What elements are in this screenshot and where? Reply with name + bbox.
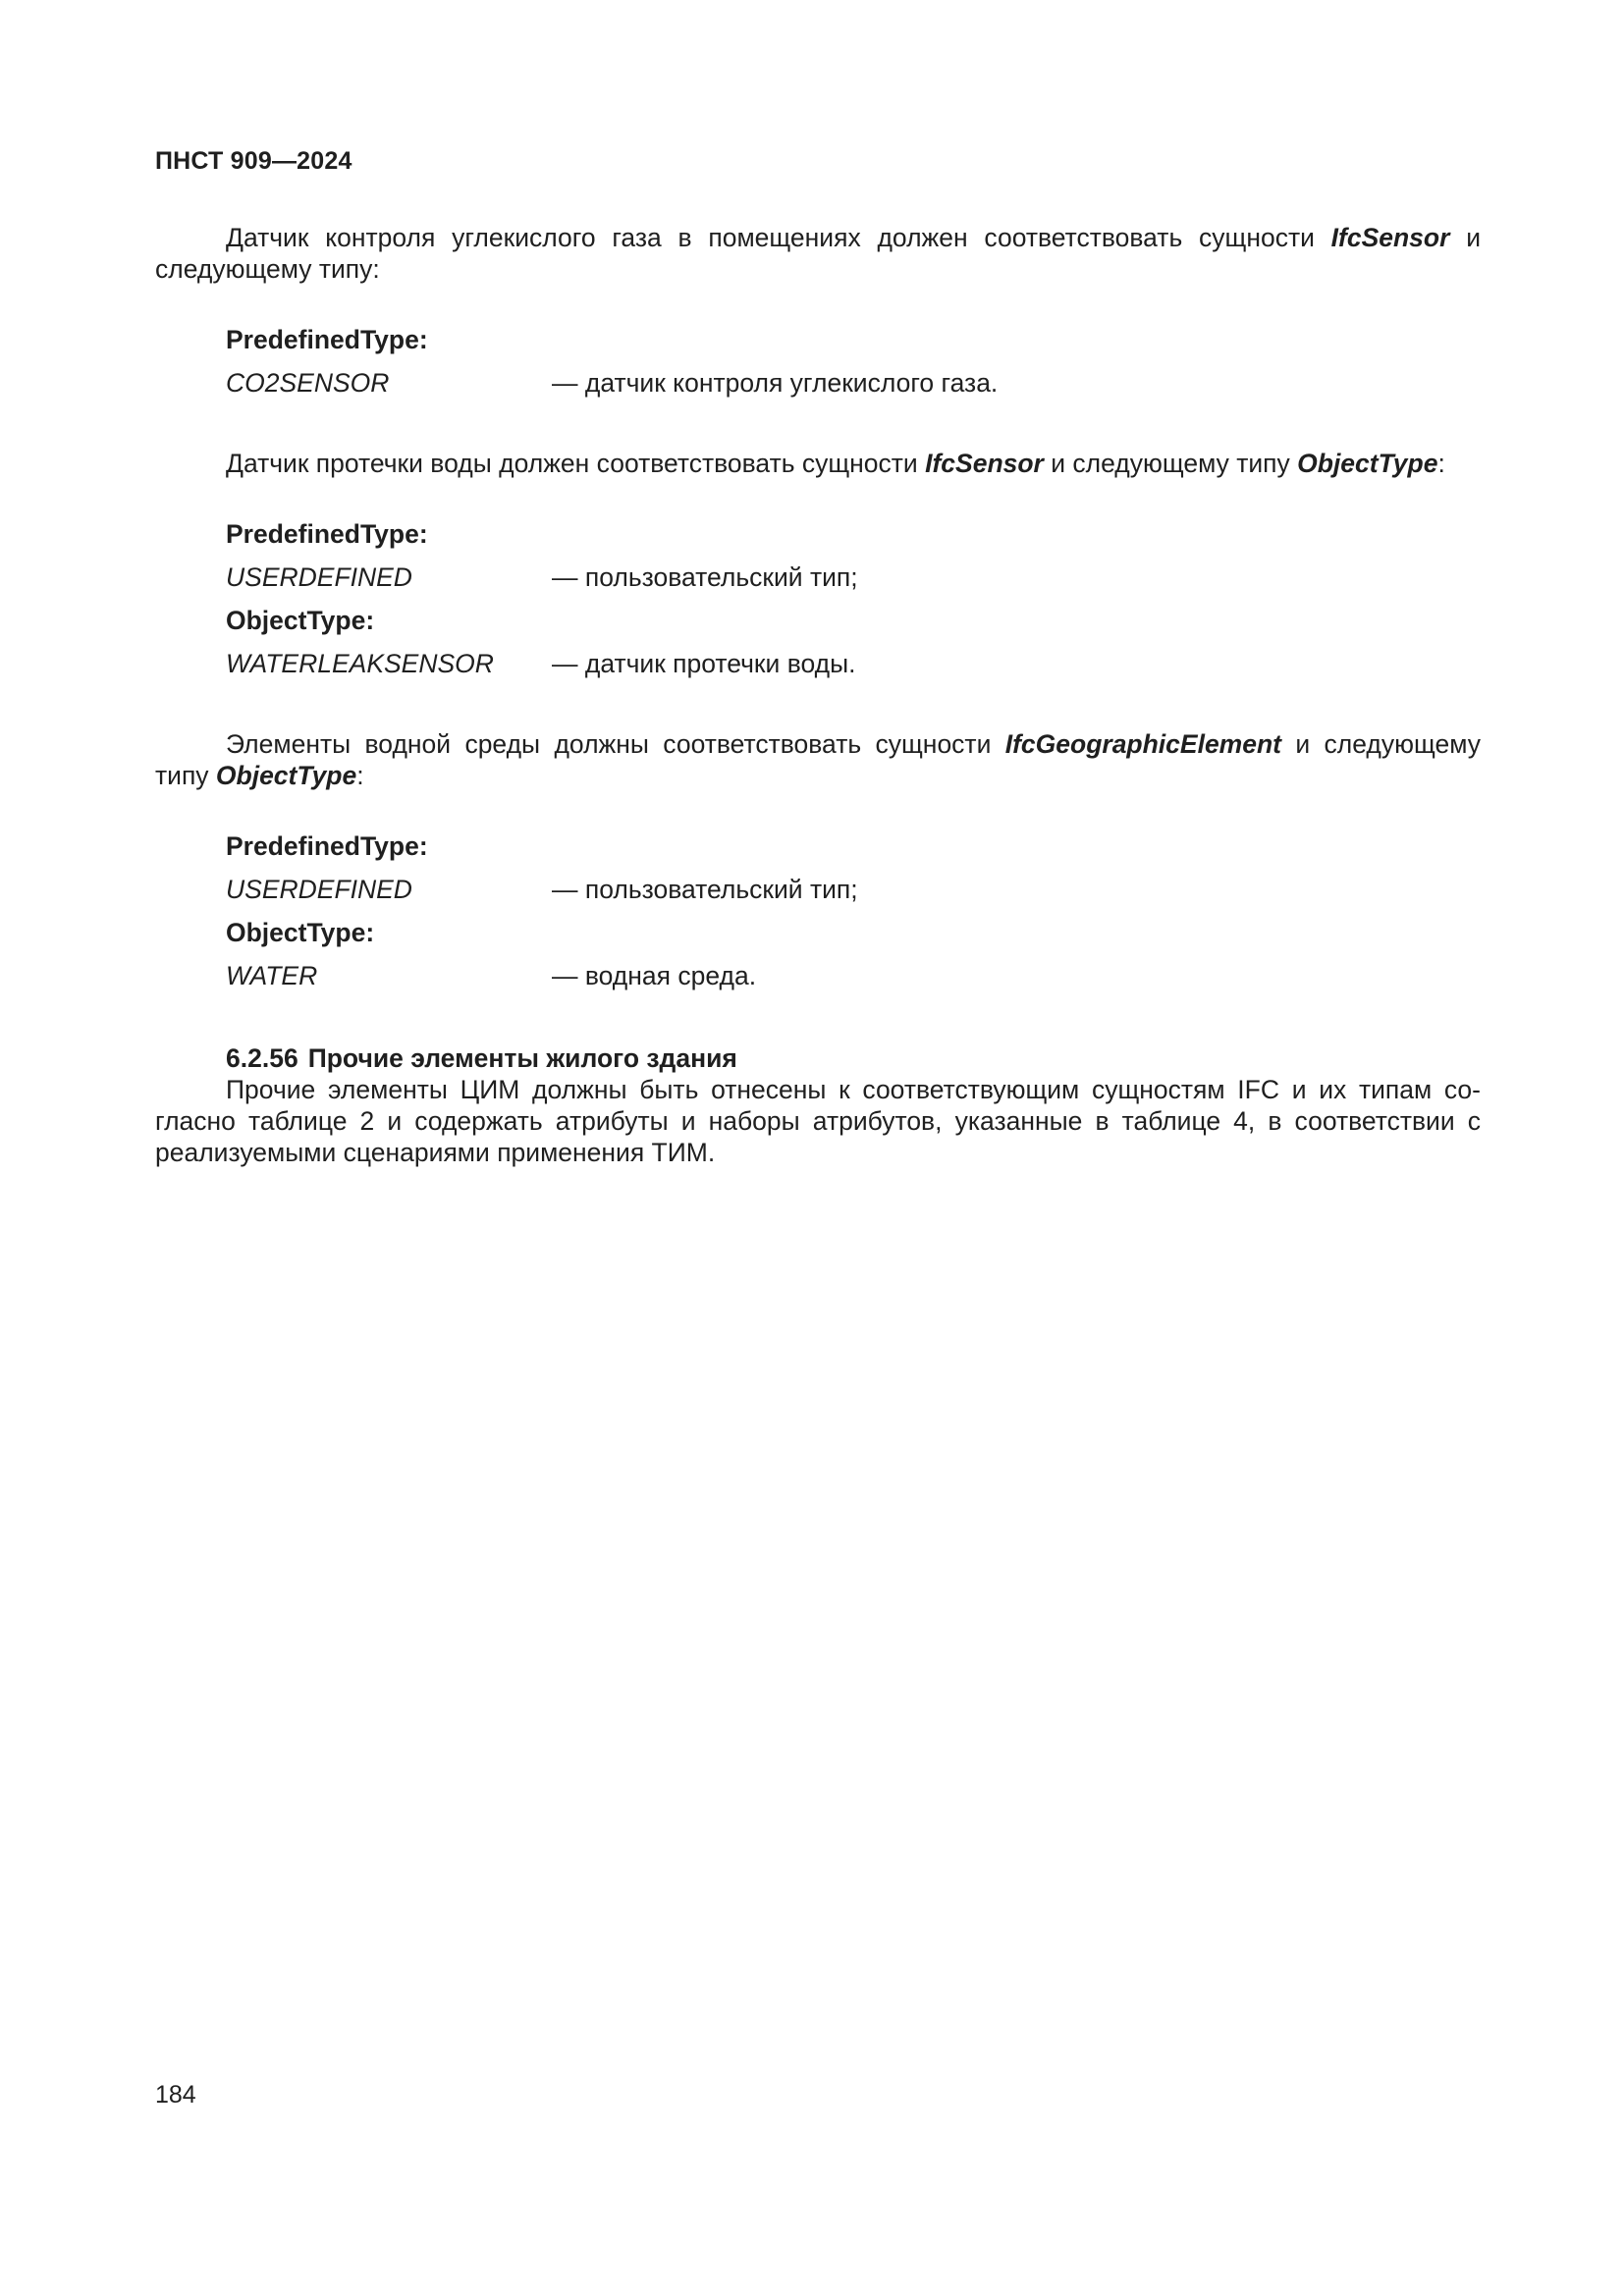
- section-number: 6.2.56: [226, 1043, 298, 1073]
- spec-code: WATER: [226, 961, 318, 990]
- entity-name: IfcGeographicElement: [1004, 729, 1281, 759]
- spec-label-object-type: ObjectType:: [226, 918, 375, 947]
- paragraph-text: :: [1437, 449, 1445, 478]
- type-spec-water-leak-sensor: [226, 518, 1481, 691]
- spec-row: [226, 874, 1481, 917]
- spec-code: WATERLEAKSENSOR: [226, 649, 494, 678]
- spec-label-predefined-type: PredefinedType:: [226, 325, 428, 354]
- type-spec-co2-sensor: [226, 324, 1481, 410]
- document-body: [155, 222, 1481, 1168]
- entity-name: ObjectType: [1297, 449, 1438, 478]
- page-number: 184: [155, 2081, 196, 2109]
- spec-description: — датчик протечки воды.: [552, 649, 856, 678]
- paragraph-text: и следующему типу: [155, 729, 1481, 790]
- paragraph-text: Датчик контроля углекислого газа в помещениях должен соответствовать сущности: [226, 223, 1331, 252]
- paragraph-water-leak-sensor: [155, 448, 1481, 479]
- entity-name: IfcSensor: [1330, 223, 1450, 252]
- paragraph-text: Элементы водной среды должны соответствовать сущности: [226, 729, 1005, 759]
- entity-name: IfcSensor: [925, 449, 1044, 478]
- type-spec-water: [226, 830, 1481, 1003]
- paragraph-other-elements: Прочие элементы ЦИМ должны быть отнесены к соответствующим сущностям IFC и их типам согласно таблице 2 и содержать атрибуты и наборы атрибутов, указанные в таблице 4, в соответствии с реализуемыми сценариями применения ТИМ.: [155, 1075, 1481, 1167]
- spec-description: — пользовательский тип;: [552, 875, 858, 904]
- spec-code: USERDEFINED: [226, 562, 412, 592]
- spec-description: — водная среда.: [552, 961, 757, 990]
- spec-description: — пользовательский тип;: [552, 562, 858, 592]
- paragraph-text: и следующему типу: [1043, 449, 1298, 478]
- entity-name: ObjectType: [215, 761, 357, 790]
- spec-code: USERDEFINED: [226, 875, 412, 904]
- spec-row: [226, 960, 1481, 1003]
- spec-description: — датчик контроля углекислого газа.: [552, 368, 999, 398]
- spec-row: [226, 561, 1481, 605]
- document-header: ПНСТ 909—2024: [155, 147, 352, 175]
- spec-label-predefined-type: PredefinedType:: [226, 519, 428, 549]
- spec-row: [226, 648, 1481, 691]
- paragraph-text: :: [356, 761, 364, 790]
- spec-code: CO2SENSOR: [226, 368, 390, 398]
- spec-label-object-type: ObjectType:: [226, 606, 375, 635]
- paragraph-text: и следующему типу:: [155, 223, 1481, 284]
- spec-row: [226, 367, 1481, 410]
- paragraph-text: Датчик протечки воды должен соответствовать сущности: [226, 449, 926, 478]
- paragraph-water-elements: [155, 728, 1481, 791]
- section-heading: [226, 1042, 1481, 1074]
- paragraph-co2-sensor: [155, 222, 1481, 285]
- spec-label-predefined-type: PredefinedType:: [226, 831, 428, 861]
- section-title: Прочие элементы жилого здания: [307, 1043, 737, 1073]
